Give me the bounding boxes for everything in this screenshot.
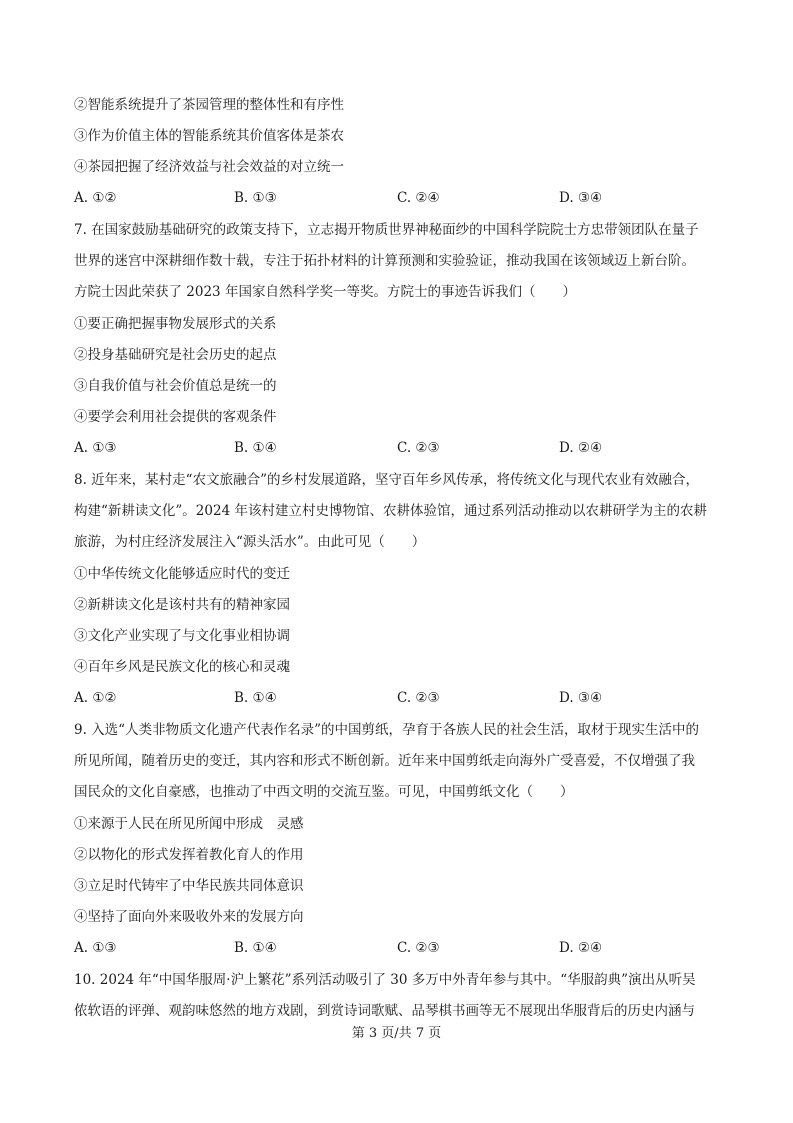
q8-stem-line-1: 8. 近年来，某村走“农文旅融合”的乡村发展道路，坚守百年乡风传承，将传统文化与现代农业有效融合， [74,472,699,488]
q9-option-b: B. ①④ [234,940,277,956]
q8-stem-line-2: 构建“新耕读文化”。2024 年该村建立村史博物馆、农耕体验馆，通过系列活动推动以农耕研学为主的农耕 [74,503,707,519]
q8-item-1: ①中华传统文化能够适应时代的变迁 [74,566,290,582]
q6-option-c: C. ②④ [397,190,440,206]
q7-stem-line-3: 方院士因此荣获了 2023 年国家自然科学奖一等奖。方院士的事迹告诉我们（ ） [74,284,576,300]
q9-stem-line-2: 所见所闻，随着历史的变迁，其内容和形式不断创新。近年来中国剪纸走向海外广受喜爱，不仅增强了我 [74,753,695,769]
q9-option-a: A. ①③ [74,940,117,956]
q8-option-b: B. ①④ [234,690,277,706]
q7-option-a: A. ①③ [74,440,117,456]
q8-item-2: ②新耕读文化是该村共有的精神家园 [74,597,290,613]
q7-stem-line-1: 7. 在国家鼓励基础研究的政策支持下，立志揭开物质世界神秘面纱的中国科学院院士方忠带领团队在量子 [74,222,699,238]
q9-item-3: ③立足时代铸牢了中华民族共同体意识 [74,878,304,894]
q7-item-4: ④要学会利用社会提供的客观条件 [74,409,277,425]
q9-stem-line-1: 9. 入选“人类非物质文化遗产代表作名录”的中国剪纸，孕育于各族人民的社会生活，取材于现实生活中的 [74,722,699,738]
q7-stem-line-2: 世界的迷宫中深耕细作数十载，专注于拓扑材料的计算预测和实验验证，推动我国在该领域迈上新台阶。 [74,253,695,269]
q8-options [74,689,734,707]
q9-item-1: ①来源于人民在所见所闻中形成 灵感 [74,816,304,832]
q8-option-d: D. ③④ [559,690,603,706]
q9-options [74,939,734,957]
q9-item-4: ④坚持了面向外来吸收外来的发展方向 [74,909,304,925]
q7-option-d: D. ②④ [559,440,603,456]
q9-option-d: D. ②④ [559,940,603,956]
q8-item-3: ③文化产业实现了与文化事业相协调 [74,628,290,644]
q10-stem-line-2: 侬软语的评弹、观韵味悠然的地方戏剧，到赏诗词歌赋、品琴棋书画等无不展现出华服背后的历史内涵与 [74,1003,695,1019]
q6-option-d: D. ③④ [559,190,603,206]
q9-stem-line-3: 国民众的文化自豪感，也推动了中西文明的交流互鉴。可见，中国剪纸文化（ ） [74,784,574,800]
q6-options [74,189,734,207]
q7-option-b: B. ①④ [234,440,277,456]
q7-item-1: ①要正确把握事物发展形式的关系 [74,316,277,332]
q7-item-2: ②投身基础研究是社会历史的起点 [74,347,277,363]
q8-item-4: ④百年乡风是民族文化的核心和灵魂 [74,659,290,675]
q6-option-b: B. ①③ [234,190,277,206]
q10-stem-line-1: 10. 2024 年“中国华服周·沪上繁花”系列活动吸引了 30 多万中外青年参与其中。“华服韵典”演出从听吴 [74,972,696,988]
q8-option-c: C. ②③ [397,690,440,706]
q9-item-2: ②以物化的形式发挥着教化育人的作用 [74,847,304,863]
q8-option-a: A. ①② [74,690,117,706]
q6-option-a: A. ①② [74,190,117,206]
q6-item-4: ④茶园把握了经济效益与社会效益的对立统一 [74,159,344,175]
q6-item-2: ②智能系统提升了茶园管理的整体性和有序性 [74,97,344,113]
q7-option-c: C. ②③ [397,440,440,456]
q7-options [74,439,734,457]
q8-stem-line-3: 旅游，为村庄经济发展注入“源头活水”。由此可见（ ） [74,534,426,550]
q7-item-3: ③自我价值与社会价值总是统一的 [74,378,277,394]
q9-option-c: C. ②③ [397,940,440,956]
q6-item-3: ③作为价值主体的智能系统其价值客体是茶农 [74,128,344,144]
page-number-footer: 第 3 页/共 7 页 [351,1026,442,1041]
